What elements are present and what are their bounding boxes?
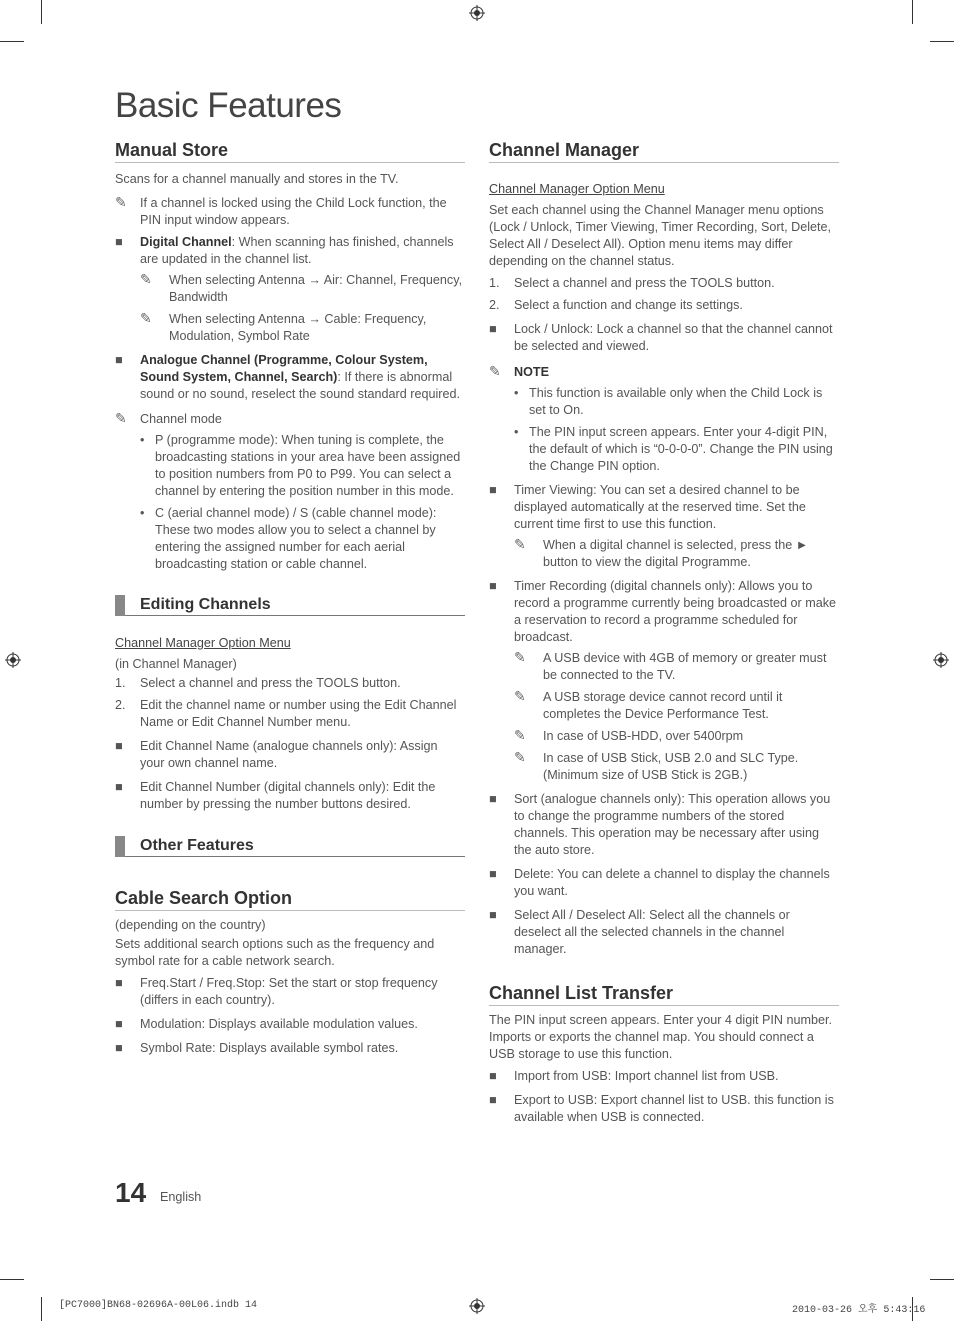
pencil-icon: ✎ (140, 271, 152, 287)
footer-timestamp: 2010-03-26 오후 5:43:16 (792, 1305, 926, 1316)
page-number: 14 (115, 1177, 147, 1208)
pencil-icon: ✎ (115, 410, 127, 426)
crop-mark (0, 41, 24, 42)
note: ✎ NOTE (489, 363, 549, 379)
list-item: ■ Import from USB: Import channel list from USB. (489, 1069, 779, 1083)
sub-note: ✎ When selecting Antenna → Air: Channel, Frequency, Bandwidth (140, 271, 463, 304)
registration-mark-icon (933, 652, 949, 668)
channel-manager-intro: Set each channel using the Channel Manager menu options (Lock / Unlock, Timer Viewing, Timer Recording, Sort, Delete, Select All / Deselect All). Option menu items may differ depending on the channel status. (489, 203, 832, 268)
step-item: 1. Select a channel and press the TOOLS button. (489, 276, 775, 290)
pencil-icon: ✎ (514, 727, 526, 743)
bullet-item: • This function is available only when the Child Lock is set to On. (514, 386, 823, 417)
square-bullet-icon: ■ (489, 483, 497, 497)
pencil-icon: ✎ (115, 194, 127, 210)
square-bullet-icon: ■ (115, 1041, 123, 1055)
section-heading-cable-search: Cable Search Option (115, 887, 465, 911)
transfer-intro: The PIN input screen appears. Enter your 4 digit PIN number. Imports or exports the channel map. You should connect a USB storage to use this function. (489, 1013, 833, 1061)
square-bullet-icon: ■ (489, 867, 497, 881)
step-item: 2. Edit the channel name or number using the Edit Channel Name or Edit Channel Number menu. (115, 698, 457, 729)
bullet-icon: • (514, 386, 519, 400)
list-item: ■ Freq.Start / Freq.Stop: Set the start or stop frequency (differs in each country). (115, 976, 438, 1007)
pencil-icon: ✎ (514, 749, 526, 765)
crop-mark (0, 1279, 24, 1280)
footer-file-info: [PC7000]BN68-02696A-00L06.indb 14 (59, 1300, 258, 1311)
pencil-icon: ✎ (489, 363, 501, 379)
pencil-icon: ✎ (514, 688, 526, 704)
manual-store-intro: Scans for a channel manually and stores in the TV. (115, 172, 399, 186)
list-item: ■ Timer Viewing: You can set a desired channel to be displayed automatically at the reserved time. Set the current time first to use this function. (489, 483, 806, 531)
context-text: (in Channel Manager) (115, 657, 237, 671)
cable-note: (depending on the country) (115, 918, 266, 932)
list-item: ■ Export to USB: Export channel list to USB. this function is available when USB is connected. (489, 1093, 834, 1124)
note: ✎ If a channel is locked using the Child Lock function, the PIN input window appears. (115, 194, 447, 227)
crop-mark (930, 1279, 954, 1280)
section-heading-other-features: Other Features (115, 835, 465, 857)
list-item: ■ Select All / Deselect All: Select all the channels or deselect all the selected channels in the channel manager. (489, 908, 790, 956)
list-item: ■ Delete: You can delete a channel to display the channels you want. (489, 867, 830, 898)
sub-note: ✎ When a digital channel is selected, press the ► button to view the digital Programme. (514, 536, 809, 569)
option-menu-link[interactable]: Channel Manager Option Menu (115, 636, 291, 650)
square-bullet-icon: ■ (115, 976, 123, 990)
bullet-list (489, 385, 839, 475)
square-bullet-icon: ■ (115, 353, 123, 367)
list-item: ■ Lock / Unlock: Lock a channel so that the channel cannot be selected and viewed. (489, 322, 833, 353)
sub-notes (489, 537, 839, 571)
square-bullet-icon: ■ (115, 235, 123, 249)
sub-notes (489, 650, 839, 784)
crop-mark (41, 0, 42, 24)
bullet-icon: • (514, 425, 519, 439)
left-column (115, 139, 465, 1057)
list-item: ■ Edit Channel Number (digital channels only): Edit the number by pressing the number buttons desired. (115, 780, 436, 811)
step-item: 2. Select a function and change its settings. (489, 298, 743, 312)
bullet-icon: • (140, 506, 145, 520)
square-bullet-icon: ■ (115, 1017, 123, 1031)
bullet-item: • P (programme mode): When tuning is complete, the broadcasting stations in your area have been assigned to position numbers from P0 to P99. You can select a channel by entering the position number in this mode. (140, 433, 461, 498)
bullet-item: • C (aerial channel mode) / S (cable channel mode): These two modes allow you to select a channel by entering the assigned number for each aerial broadcasting station or cable channel. (140, 506, 437, 571)
bullet-item: • The PIN input screen appears. Enter your 4-digit PIN, the default of which is “0-0-0-0”. Change the PIN using the Change PIN option. (514, 425, 833, 473)
list-item: ■ Edit Channel Name (analogue channels only): Assign your own channel name. (115, 739, 438, 770)
note: ✎ Channel mode (115, 410, 222, 426)
cable-intro: Sets additional search options such as the frequency and symbol rate for a cable network search. (115, 937, 435, 968)
step-item: 1. Select a channel and press the TOOLS button. (115, 676, 401, 690)
list-item: ■ Modulation: Displays available modulation values. (115, 1017, 418, 1031)
bullet-list (115, 432, 465, 573)
square-bullet-icon: ■ (489, 322, 497, 336)
list-item: ■ Symbol Rate: Displays available symbol rates. (115, 1041, 399, 1055)
sub-note: ✎ In case of USB-HDD, over 5400rpm (514, 727, 744, 743)
registration-mark-icon (469, 5, 485, 21)
sub-note: ✎ A USB storage device cannot record until it completes the Device Performance Test. (514, 688, 783, 721)
list-item: ■ Digital Channel: When scanning has finished, channels are updated in the channel list. (115, 235, 454, 266)
heading-bar (115, 836, 125, 857)
crop-mark (41, 1297, 42, 1321)
square-bullet-icon: ■ (489, 579, 497, 593)
pencil-icon: ✎ (514, 649, 526, 665)
square-bullet-icon: ■ (115, 780, 123, 794)
crop-mark (912, 0, 913, 24)
sub-notes (115, 272, 465, 345)
option-menu-link[interactable]: Channel Manager Option Menu (489, 182, 665, 196)
registration-mark-icon (469, 1298, 485, 1314)
section-heading-channel-list-transfer: Channel List Transfer (489, 982, 839, 1006)
sub-note: ✎ When selecting Antenna → Cable: Frequency, Modulation, Symbol Rate (140, 310, 427, 343)
heading-bar (115, 595, 125, 616)
bullet-icon: • (140, 433, 145, 447)
square-bullet-icon: ■ (489, 908, 497, 922)
sub-note: ✎ A USB device with 4GB of memory or greater must be connected to the TV. (514, 649, 827, 682)
list-item: ■ Sort (analogue channels only): This operation allows you to change the programme numbers of the stored channels. This operation may be necessary after using the auto store. (489, 792, 831, 857)
section-heading-manual-store: Manual Store (115, 139, 465, 163)
registration-mark-icon (5, 652, 21, 668)
section-heading-editing-channels: Editing Channels (115, 594, 465, 616)
sub-note: ✎ In case of USB Stick, USB 2.0 and SLC Type. (Minimum size of USB Stick is 2GB.) (514, 749, 799, 782)
right-column (489, 139, 839, 1126)
page-language: English (160, 1190, 202, 1204)
list-item: ■ Timer Recording (digital channels only): Allows you to record a programme currently being broadcasted or make a reservation to record a programme scheduled for broadcast. (489, 579, 836, 644)
pencil-icon: ✎ (140, 310, 152, 326)
list-item: ■ Analogue Channel (Programme, Colour System, Sound System, Channel, Search): If there is abnormal sound or no sound, reselect the sound standard required. (115, 353, 460, 401)
section-heading-channel-manager: Channel Manager (489, 139, 839, 163)
pencil-icon: ✎ (514, 536, 526, 552)
square-bullet-icon: ■ (115, 739, 123, 753)
square-bullet-icon: ■ (489, 1069, 497, 1083)
square-bullet-icon: ■ (489, 792, 497, 806)
crop-mark (930, 41, 954, 42)
square-bullet-icon: ■ (489, 1093, 497, 1107)
page-title: Basic Features (115, 86, 342, 125)
